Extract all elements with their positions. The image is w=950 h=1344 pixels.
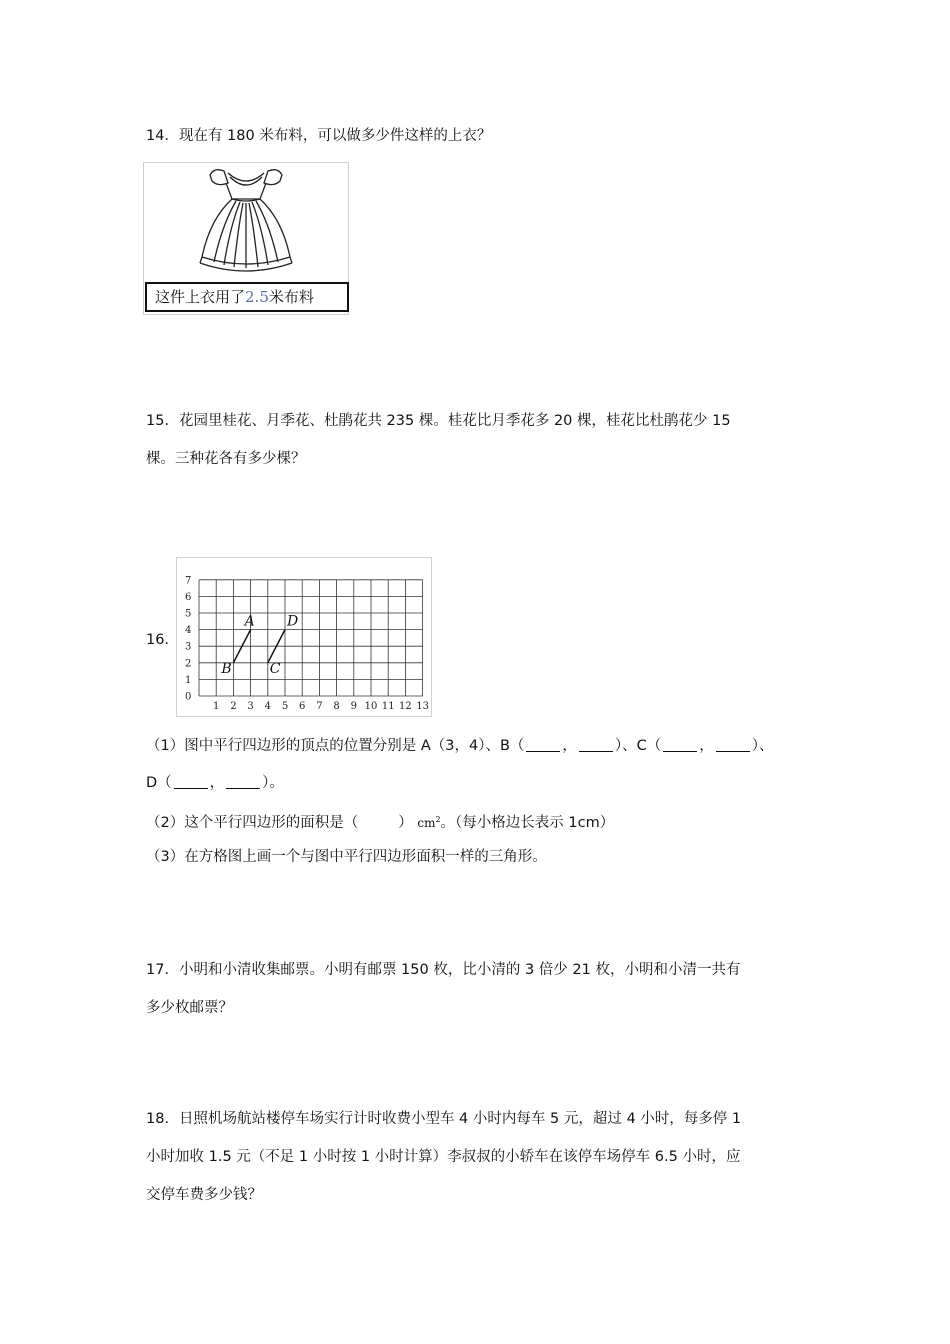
area-unit-text: cm bbox=[417, 816, 436, 830]
y-tick-label: 2 bbox=[185, 658, 192, 670]
x-tick-label: 6 bbox=[299, 701, 306, 712]
q16-sub2-text-a: （2）这个平行四边形的面积是（ bbox=[146, 815, 359, 831]
x-tick-label: 13 bbox=[416, 701, 429, 712]
vertex-label-a: A bbox=[244, 613, 255, 630]
y-tick-label: 0 bbox=[185, 691, 192, 703]
x-tick-label: 7 bbox=[316, 701, 323, 712]
vertex-label-d: D bbox=[287, 613, 299, 630]
x-tick-label: 10 bbox=[364, 701, 378, 712]
x-tick-label: 8 bbox=[333, 701, 340, 712]
q16-sub1-comma-1: ， bbox=[562, 738, 577, 754]
vertex-label-b: B bbox=[221, 660, 232, 677]
q17-line2: 多少枚邮票？ bbox=[146, 1000, 233, 1016]
area-unit bbox=[417, 816, 440, 830]
coordinate-grid bbox=[177, 558, 431, 716]
y-tick-label: 6 bbox=[185, 591, 192, 603]
vertex-label-c: C bbox=[269, 660, 281, 677]
y-tick-label: 5 bbox=[185, 608, 192, 620]
caption-number: 2.5 bbox=[245, 288, 269, 306]
y-tick-label: 1 bbox=[185, 674, 192, 686]
q16-sub1-text-a: （1）图中平行四边形的顶点的位置分别是 A（3，4）、B（ bbox=[146, 738, 525, 754]
y-tick-label: 3 bbox=[185, 641, 192, 653]
q16-sub1-text-c: ）、C（ bbox=[614, 738, 662, 754]
answer-blank-d-y[interactable] bbox=[226, 774, 260, 789]
q16-sub1-text-h: ）。 bbox=[262, 775, 284, 791]
dress-illustration bbox=[144, 163, 348, 281]
q16-sub1-text-f: D（ bbox=[146, 775, 172, 791]
q18-line3: 交停车费多少钱？ bbox=[146, 1187, 262, 1203]
x-tick-label: 9 bbox=[350, 701, 357, 712]
q17-line1: 17．小明和小清收集邮票。小明有邮票 150 枚，比小清的 3 倍少 21 枚，小明和小清一共有 bbox=[146, 962, 741, 978]
q16-sub1-text-e: ）、 bbox=[751, 738, 774, 754]
q15-line2: 棵。三种花各有多少棵？ bbox=[146, 451, 306, 467]
q16-sub1-line2 bbox=[146, 773, 284, 793]
answer-blank-c-x[interactable] bbox=[663, 737, 697, 752]
q14-text: 14．现在有 180 米布料，可以做多少件这样的上衣？ bbox=[146, 128, 492, 144]
caption-text-before: 这件上衣用了 bbox=[155, 288, 246, 306]
x-tick-label: 2 bbox=[230, 701, 237, 712]
q16-sub2-text-c: 。（每小格边长表示 1cm） bbox=[440, 815, 615, 831]
x-tick-label: 3 bbox=[247, 701, 254, 712]
answer-blank-c-y[interactable] bbox=[716, 737, 750, 752]
q16-sub2 bbox=[146, 810, 614, 833]
dress-figure bbox=[143, 162, 349, 315]
q16-sub3: （3）在方格图上画一个与图中平行四边形面积一样的三角形。 bbox=[146, 849, 547, 865]
q18-line2: 小时加收 1.5 元（不足 1 小时按 1 小时计算）李叔叔的小轿车在该停车场停车 6.5 小时，应 bbox=[146, 1149, 741, 1165]
answer-blank-b-y[interactable] bbox=[579, 737, 613, 752]
q16-sub2-text-b: ） bbox=[398, 815, 413, 831]
q15-line1: 15．花园里桂花、月季花、杜鹃花共 235 棵。桂花比月季花多 20 棵，桂花比杜鹃花少 15 bbox=[146, 413, 731, 429]
q18-line1: 18．日照机场航站楼停车场实行计时收费小型车 4 小时内每车 5 元，超过 4 小时，每多停 1 bbox=[146, 1111, 742, 1127]
q16-sub1-comma-2: ， bbox=[699, 738, 714, 754]
x-tick-label: 4 bbox=[264, 701, 271, 712]
answer-blank-b-x[interactable] bbox=[526, 737, 560, 752]
x-tick-label: 12 bbox=[399, 701, 412, 712]
x-tick-label: 11 bbox=[381, 701, 395, 712]
y-tick-label: 7 bbox=[185, 575, 192, 587]
q16-label: 16． bbox=[146, 632, 179, 648]
x-tick-label: 1 bbox=[213, 701, 220, 712]
q16-sub1-line1 bbox=[146, 736, 774, 756]
dress-caption bbox=[145, 282, 349, 312]
q16-sub1-comma-3: ， bbox=[209, 775, 225, 791]
area-unit-exponent: 2 bbox=[435, 815, 441, 824]
coordinate-grid-figure bbox=[176, 557, 432, 717]
answer-blank-d-x[interactable] bbox=[174, 774, 208, 789]
x-tick-label: 5 bbox=[281, 701, 289, 712]
caption-text-after: 米布料 bbox=[268, 288, 314, 306]
y-tick-label: 4 bbox=[185, 625, 192, 637]
